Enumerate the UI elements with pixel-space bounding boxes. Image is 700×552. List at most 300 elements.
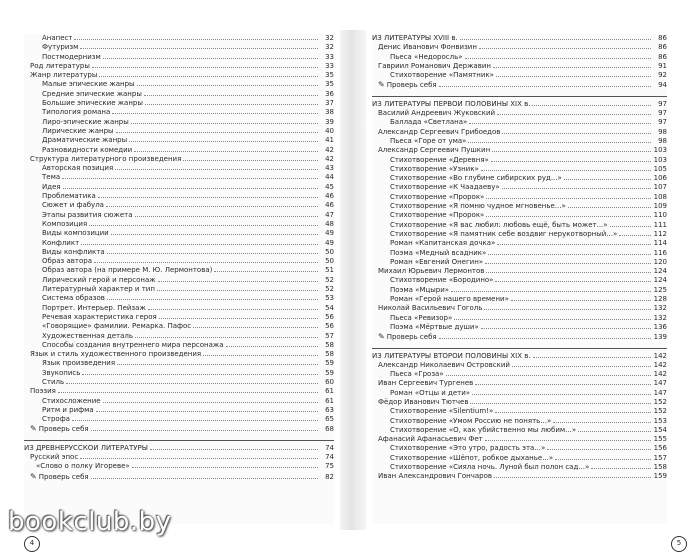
toc-entry[interactable]: [372, 444, 667, 453]
toc-entry[interactable]: [24, 71, 334, 80]
dot-leader: [135, 337, 318, 338]
toc-entry[interactable]: [372, 276, 667, 285]
toc-entry-page-number: 32: [325, 43, 334, 52]
dot-leader: [512, 366, 651, 367]
dot-leader: [106, 206, 318, 207]
toc-entry-title: Пьеса «Горе от ума»: [390, 136, 467, 145]
toc-entry[interactable]: [24, 257, 334, 266]
toc-entry-page-number: 136: [653, 322, 667, 331]
toc-entry[interactable]: [24, 146, 334, 155]
toc-entry-page-number: 142: [653, 360, 667, 369]
toc-entry[interactable]: [372, 398, 667, 407]
toc-entry[interactable]: [372, 370, 667, 379]
toc-entry[interactable]: [372, 53, 667, 62]
toc-entry[interactable]: [372, 417, 667, 426]
dot-leader: [144, 95, 318, 96]
toc-entry[interactable]: [372, 62, 667, 71]
toc-entry[interactable]: [372, 435, 667, 444]
dot-leader: [91, 430, 318, 431]
dot-leader: [96, 411, 318, 412]
section-divider: [372, 96, 667, 97]
dot-leader: [111, 234, 318, 235]
toc-entry-title: Стихотворение «Сияла ночь. Луной был полон сад...»: [390, 463, 590, 472]
toc-entry[interactable]: [372, 361, 667, 370]
toc-entry-title: Тема: [42, 173, 61, 182]
toc-entry-page-number: 48: [325, 219, 334, 228]
toc-entry[interactable]: [24, 276, 334, 285]
dot-leader: [193, 327, 318, 328]
dot-leader: [446, 375, 651, 376]
toc-entry[interactable]: [372, 304, 667, 313]
dot-leader: [497, 244, 651, 245]
toc-entry-page-number: 49: [325, 229, 334, 238]
dot-leader: [497, 114, 651, 115]
toc-entry[interactable]: [24, 424, 334, 433]
toc-entry[interactable]: [24, 266, 334, 275]
dot-leader: [555, 459, 651, 460]
dot-leader: [472, 394, 651, 395]
toc-entry-title: Система образов: [42, 294, 105, 303]
toc-entry[interactable]: [24, 369, 334, 378]
toc-entry-page-number: 50: [325, 257, 334, 266]
toc-entry[interactable]: [372, 323, 667, 332]
toc-entry-title: Способы создания внутреннего мира персонажа: [42, 340, 224, 349]
toc-entry[interactable]: [372, 286, 667, 295]
toc-entry-page-number: 124: [653, 267, 667, 276]
toc-entry-page-number: 41: [325, 136, 334, 145]
toc-entry[interactable]: [372, 71, 667, 80]
section-divider: [24, 440, 334, 441]
toc-entry[interactable]: [24, 304, 334, 313]
dot-leader: [532, 105, 651, 106]
dot-leader: [99, 76, 318, 77]
dot-leader: [157, 290, 318, 291]
toc-entry-title: Александр Сергеевич Пушкин: [378, 146, 491, 155]
toc-entry[interactable]: [24, 99, 334, 108]
toc-entry-page-number: 74: [325, 443, 334, 452]
dot-leader: [81, 244, 318, 245]
toc-entry-title: ИЗ ЛИТЕРАТУРЫ XVIII в.: [372, 34, 458, 42]
toc-entry[interactable]: [24, 211, 334, 220]
toc-entry-title: Поэма «Мцыри»: [390, 285, 450, 294]
toc-entry-page-number: 54: [325, 303, 334, 312]
toc-entry-page-number: 91: [658, 61, 667, 70]
toc-entry[interactable]: [372, 156, 667, 165]
toc-entry-title: Конфликт: [42, 238, 80, 247]
dot-leader: [145, 104, 318, 105]
toc-entry-title: Поэма «Медный всадник»: [390, 248, 487, 257]
toc-entry[interactable]: [24, 80, 334, 89]
toc-entry[interactable]: [24, 108, 334, 117]
dot-leader: [159, 318, 318, 319]
toc-entry[interactable]: [24, 406, 334, 415]
toc-entry-title: Проверь себя: [386, 333, 437, 342]
toc-entry[interactable]: [372, 43, 667, 52]
toc-entry-title: Роман «Капитанская дочка»: [390, 239, 496, 248]
book-gutter: [340, 30, 366, 530]
dot-leader: [481, 170, 651, 171]
toc-entry[interactable]: [24, 43, 334, 52]
pencil-check-icon: ✎: [30, 424, 37, 434]
toc-entry[interactable]: [372, 267, 667, 276]
toc-entry[interactable]: [24, 444, 334, 453]
toc-entry-page-number: 110: [653, 211, 667, 220]
toc-entry[interactable]: [24, 229, 334, 238]
dot-leader: [479, 48, 651, 49]
toc-entry-title: Александр Сергеевич Грибоедов: [378, 127, 501, 136]
toc-entry[interactable]: [24, 173, 334, 182]
toc-entry[interactable]: [372, 146, 667, 155]
toc-entry-title: Лирические жанры: [42, 126, 114, 135]
dot-leader: [183, 160, 318, 161]
dot-leader: [591, 468, 651, 469]
toc-entry[interactable]: [24, 462, 334, 471]
toc-entry[interactable]: [24, 239, 334, 248]
dot-leader: [495, 281, 651, 282]
toc-entry-page-number: 43: [325, 164, 334, 173]
toc-entry[interactable]: [24, 350, 334, 359]
dot-leader: [63, 188, 318, 189]
toc-entry-page-number: 56: [325, 322, 334, 331]
toc-entry[interactable]: [372, 80, 667, 89]
toc-entry-page-number: 86: [658, 34, 667, 42]
toc-entry[interactable]: [372, 407, 667, 416]
toc-entry-title: Иван Сергеевич Тургенев: [378, 379, 474, 388]
toc-entry[interactable]: [24, 387, 334, 396]
dot-leader: [116, 132, 318, 133]
toc-entry-page-number: 57: [325, 331, 334, 340]
dot-leader: [488, 254, 651, 255]
dot-leader: [226, 346, 318, 347]
toc-entry[interactable]: [24, 118, 334, 127]
toc-entry-title: Поэма «Мёртвые души»: [390, 322, 479, 331]
toc-entry-title: Виды конфликта: [42, 247, 105, 256]
dot-leader: [115, 169, 318, 170]
toc-entry[interactable]: [24, 248, 334, 257]
toc-entry-page-number: 44: [325, 173, 334, 182]
dot-leader: [469, 123, 651, 124]
toc-entry-page-number: 56: [325, 312, 334, 321]
toc-entry-title: Фёдор Иванович Тютчев: [378, 397, 469, 406]
dot-leader: [496, 76, 651, 77]
toc-entry-page-number: 132: [653, 304, 667, 313]
toc-entry[interactable]: [372, 258, 667, 267]
toc-entry-page-number: 33: [325, 52, 334, 61]
toc-entry[interactable]: [24, 453, 334, 462]
toc-entry-page-number: 98: [658, 136, 667, 145]
toc-entry-title: Род литературы: [30, 61, 90, 70]
toc-entry-page-number: 154: [653, 425, 667, 434]
toc-entry-title: Образ автора: [42, 257, 93, 266]
toc-entry-title: Денис Иванович Фонвизин: [378, 43, 477, 52]
dot-leader: [454, 319, 651, 320]
toc-entry[interactable]: [372, 332, 667, 341]
dot-leader: [511, 300, 651, 301]
toc-entry-page-number: 35: [325, 80, 334, 89]
toc-entry[interactable]: [372, 249, 667, 258]
toc-entry[interactable]: [372, 202, 667, 211]
toc-entry[interactable]: [24, 322, 334, 331]
toc-entry-page-number: 147: [653, 388, 667, 397]
toc-entry-title: Ритм и рифма: [42, 405, 94, 414]
toc-entry-title: Михаил Юрьевич Лермонтов: [378, 267, 485, 276]
toc-entry[interactable]: [372, 109, 667, 118]
dot-leader: [486, 272, 651, 273]
toc-entry-title: Разновидности комедии: [42, 145, 133, 154]
toc-entry-title: Роман «Герой нашего времени»: [390, 295, 509, 304]
toc-entry-page-number: 82: [325, 472, 334, 481]
toc-entry[interactable]: [372, 174, 667, 183]
toc-entry-title: Стихотворение «Пророк»: [390, 192, 485, 201]
toc-entry[interactable]: [372, 454, 667, 463]
toc-entry-title: Постмодернизм: [42, 52, 101, 61]
dot-leader: [131, 123, 318, 124]
toc-entry[interactable]: [24, 127, 334, 136]
toc-entry[interactable]: [372, 137, 667, 146]
toc-entry[interactable]: [372, 118, 667, 127]
toc-entry[interactable]: [372, 183, 667, 192]
page-number-badge: 4: [24, 536, 40, 552]
pencil-check-icon: ✎: [378, 332, 385, 342]
left-page-toc: [24, 34, 334, 548]
toc-entry-title: Стихосложение: [42, 396, 101, 405]
toc-entry[interactable]: [372, 165, 667, 174]
toc-entry-title: ИЗ ДРЕВНЕРУССКОЙ ЛИТЕРАТУРЫ: [24, 443, 148, 452]
toc-entry-page-number: 58: [325, 340, 334, 349]
toc-entry[interactable]: [24, 155, 334, 164]
toc-entry-title: Баллада «Светлана»: [390, 118, 468, 127]
toc-entry[interactable]: [24, 220, 334, 229]
toc-entry-title: «Слово о полку Игореве»: [36, 462, 130, 471]
toc-entry[interactable]: [24, 201, 334, 210]
dot-leader: [62, 178, 318, 179]
toc-entry[interactable]: [24, 294, 334, 303]
toc-entry-page-number: 114: [653, 239, 667, 248]
toc-entry-title: Стихотворение «Памятник»: [390, 71, 494, 80]
toc-entry-title: Лиро-эпические жанры: [42, 117, 129, 126]
toc-entry-title: Стихотворение «Бородино»: [390, 276, 494, 285]
toc-entry[interactable]: [24, 313, 334, 322]
toc-entry[interactable]: [24, 136, 334, 145]
toc-entry-page-number: 155: [653, 435, 667, 444]
toc-entry-title: Стихотворение «Во глубине сибирских руд...»: [390, 174, 562, 183]
toc-entry-title: Стихотворение «Шёпот, робкое дыханье...»: [390, 453, 554, 462]
toc-entry-title: Стихотворение «К Чаадаеву»: [390, 183, 500, 192]
dot-leader: [158, 281, 318, 282]
toc-entry-title: Роман «Отцы и дети»: [390, 388, 471, 397]
toc-entry[interactable]: [372, 239, 667, 248]
toc-entry-page-number: 156: [653, 444, 667, 453]
toc-entry[interactable]: [372, 221, 667, 230]
dot-leader: [103, 58, 318, 59]
toc-entry[interactable]: [24, 53, 334, 62]
dot-leader: [439, 86, 651, 87]
toc-entry-title: Проверь себя: [38, 472, 89, 481]
toc-entry[interactable]: [24, 378, 334, 387]
toc-entry-page-number: 125: [653, 285, 667, 294]
dot-leader: [481, 328, 651, 329]
toc-entry-title: Проблематика: [42, 192, 96, 201]
toc-entry[interactable]: [372, 472, 667, 481]
toc-entry-page-number: 47: [325, 210, 334, 219]
toc-entry-title: Стиль: [42, 377, 65, 386]
toc-entry-page-number: 111: [653, 220, 667, 229]
dot-leader: [103, 402, 318, 403]
toc-entry-page-number: 109: [653, 202, 667, 211]
toc-entry-title: Стихотворение «Деревня»: [390, 155, 489, 164]
dot-leader: [486, 198, 651, 199]
dot-leader: [91, 478, 318, 479]
toc-entry-page-number: 33: [325, 61, 334, 70]
toc-entry[interactable]: [372, 389, 667, 398]
toc-entry-title: Гавриил Романович Державин: [378, 61, 491, 70]
toc-entry-title: Футуризм: [42, 43, 79, 52]
toc-entry-title: Речевая характеристика героя: [42, 312, 157, 321]
toc-entry-title: Стихотворение «Я помню чудное мгновенье...»: [390, 202, 566, 211]
dot-leader: [502, 188, 651, 189]
toc-entry-page-number: 65: [325, 415, 334, 424]
toc-entry-page-number: 58: [325, 350, 334, 359]
toc-entry[interactable]: [24, 472, 334, 481]
toc-entry[interactable]: [372, 463, 667, 472]
toc-entry-title: Литературный характер и тип: [42, 285, 155, 294]
toc-entry[interactable]: [24, 34, 334, 43]
toc-entry-title: Русский эпос: [30, 453, 79, 462]
toc-entry[interactable]: [24, 164, 334, 173]
toc-entry-page-number: 139: [653, 333, 667, 342]
toc-entry-page-number: 60: [325, 377, 334, 386]
toc-entry[interactable]: [24, 332, 334, 341]
toc-entry[interactable]: [372, 426, 667, 435]
toc-list-right: [372, 34, 667, 482]
toc-entry-title: Стихотворение «Узник»: [390, 164, 479, 173]
toc-entry-page-number: 36: [325, 89, 334, 98]
toc-entry-title: Василий Андреевич Жуковский: [378, 109, 496, 118]
toc-entry-page-number: 105: [653, 164, 667, 173]
toc-entry-title: Язык и стиль художественного произведения: [30, 350, 202, 359]
dot-leader: [132, 467, 318, 468]
dot-leader: [451, 291, 651, 292]
dot-leader: [112, 113, 318, 114]
toc-entry[interactable]: [372, 314, 667, 323]
toc-entry-page-number: 52: [325, 285, 334, 294]
toc-entry-title: Лирический герой и персонаж: [42, 275, 156, 284]
page-number-badge: 5: [671, 536, 687, 552]
toc-entry-title: Роман «Евгений Онегин»: [390, 257, 484, 266]
dot-leader: [72, 420, 318, 421]
dot-leader: [492, 151, 651, 152]
dot-leader: [107, 253, 318, 254]
toc-entry[interactable]: [372, 352, 667, 361]
toc-entry[interactable]: [24, 62, 334, 71]
dot-leader: [465, 58, 652, 59]
toc-entry-title: Звукопись: [42, 368, 81, 377]
dot-leader: [564, 179, 651, 180]
dot-leader: [214, 271, 318, 272]
toc-entry[interactable]: [24, 90, 334, 99]
toc-entry-page-number: 157: [653, 453, 667, 462]
section-divider: [372, 348, 667, 349]
toc-entry-page-number: 59: [325, 368, 334, 377]
toc-entry-page-number: 92: [658, 71, 667, 80]
toc-entry[interactable]: [24, 183, 334, 192]
dot-leader: [460, 39, 651, 40]
toc-entry-page-number: 98: [658, 127, 667, 136]
toc-entry-title: Стихотворение «Я вас любил: любовь ещё, быть может...»: [390, 220, 608, 229]
dot-leader: [80, 48, 318, 49]
dot-leader: [98, 197, 318, 198]
dot-leader: [493, 67, 651, 68]
toc-entry[interactable]: [24, 415, 334, 424]
toc-entry[interactable]: [24, 192, 334, 201]
toc-entry-page-number: 46: [325, 201, 334, 210]
toc-entry-page-number: 153: [653, 416, 667, 425]
toc-entry-page-number: 147: [653, 379, 667, 388]
toc-entry-page-number: 124: [653, 276, 667, 285]
toc-entry[interactable]: [24, 285, 334, 294]
toc-entry-page-number: 86: [658, 43, 667, 52]
toc-entry[interactable]: [372, 193, 667, 202]
toc-entry-page-number: 97: [658, 99, 667, 108]
toc-entry[interactable]: [372, 379, 667, 388]
toc-entry-title: Типология романа: [42, 108, 111, 117]
toc-entry-title: Строфа: [42, 415, 70, 424]
dot-leader: [533, 357, 651, 358]
toc-entry-page-number: 97: [658, 109, 667, 118]
dot-leader: [66, 383, 318, 384]
dot-leader: [475, 384, 651, 385]
toc-entry-page-number: 103: [653, 155, 667, 164]
toc-entry[interactable]: [372, 34, 667, 43]
toc-entry-page-number: 103: [653, 146, 667, 155]
dot-leader: [568, 207, 651, 208]
toc-entry-page-number: 142: [653, 351, 667, 360]
toc-entry[interactable]: [372, 295, 667, 304]
toc-entry-title: Этапы развития сюжета: [42, 210, 133, 219]
toc-entry-title: Стихотворение «Пророк»: [390, 211, 485, 220]
toc-entry[interactable]: [372, 100, 667, 109]
toc-entry[interactable]: [372, 230, 667, 239]
toc-entry-title: Стихотворение «Это утро, радость эта...»: [390, 444, 546, 453]
dot-leader: [92, 67, 318, 68]
toc-entry-title: Авторская позиция: [42, 164, 114, 173]
toc-entry[interactable]: [24, 397, 334, 406]
toc-entry-page-number: 158: [653, 463, 667, 472]
dot-leader: [619, 235, 651, 236]
dot-leader: [94, 262, 318, 263]
toc-entry-page-number: 116: [653, 248, 667, 257]
toc-entry-title: Образ автора (на примере М. Ю. Лермонтова): [42, 266, 213, 275]
dot-leader: [495, 412, 651, 413]
dot-leader: [470, 403, 651, 404]
toc-entry-page-number: 49: [325, 238, 334, 247]
dot-leader: [203, 355, 318, 356]
toc-entry-page-number: 128: [653, 295, 667, 304]
toc-entry[interactable]: [24, 341, 334, 350]
toc-entry-title: Поэзия: [30, 387, 56, 396]
toc-entry[interactable]: [372, 211, 667, 220]
dot-leader: [485, 263, 651, 264]
toc-entry-page-number: 51: [325, 266, 334, 275]
toc-entry-page-number: 59: [325, 359, 334, 368]
dot-leader: [485, 440, 651, 441]
toc-entry-title: Николай Васильевич Гоголь: [378, 304, 483, 313]
toc-entry-page-number: 112: [653, 229, 667, 238]
toc-entry-title: Малые эпические жанры: [42, 80, 135, 89]
toc-entry[interactable]: [24, 359, 334, 368]
toc-entry[interactable]: [372, 128, 667, 137]
dot-leader: [486, 216, 651, 217]
